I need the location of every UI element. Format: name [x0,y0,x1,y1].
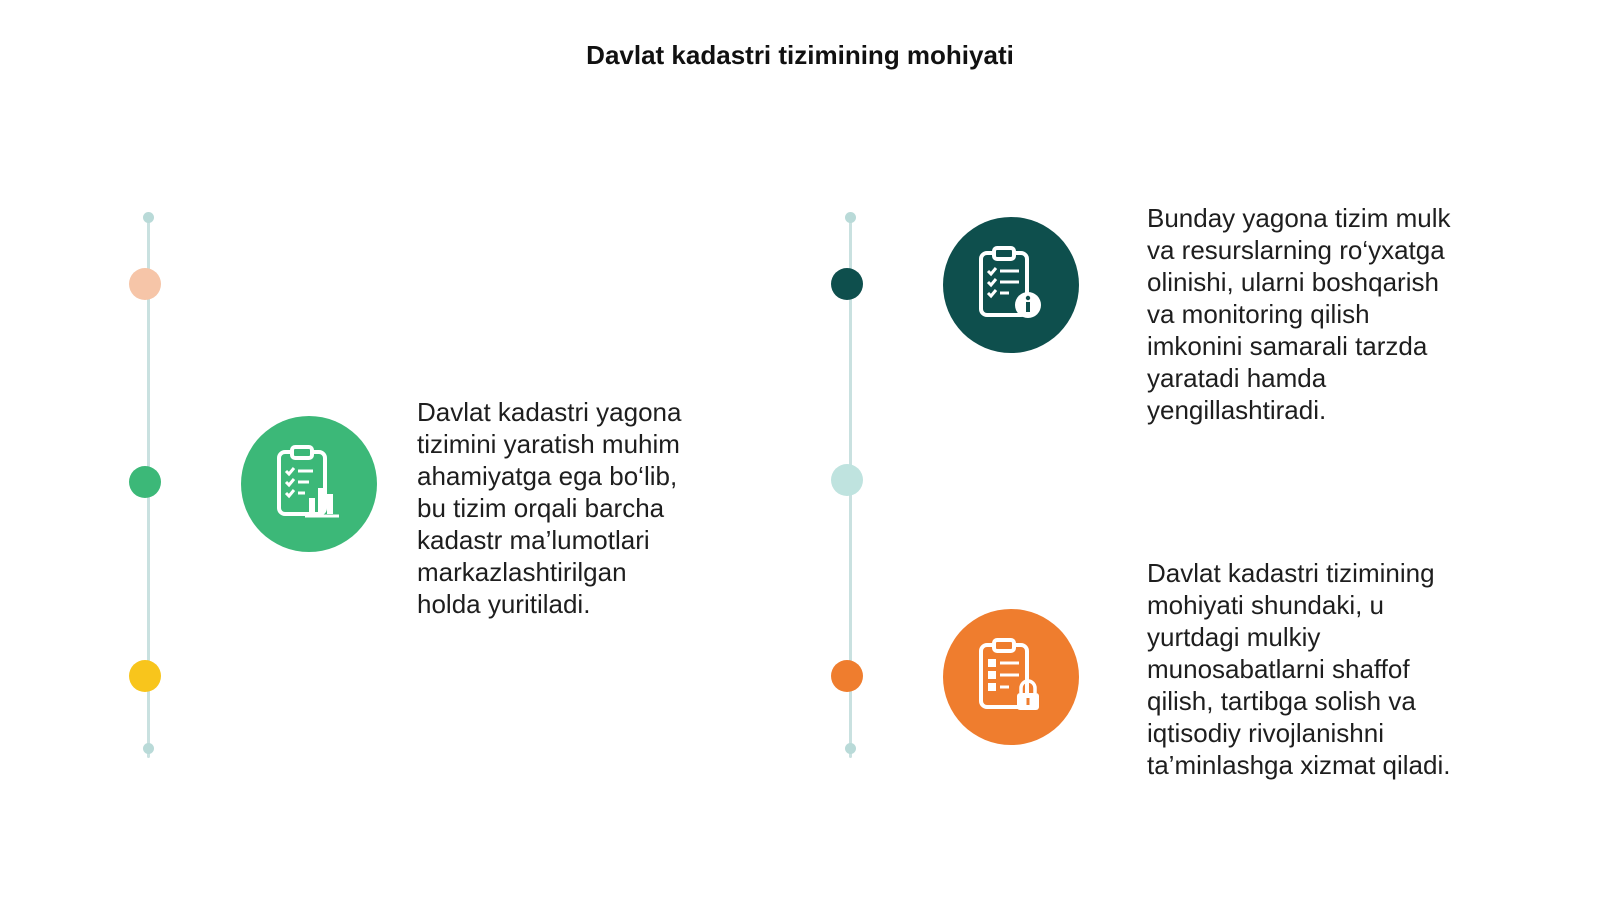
timeline-marker-yellow [129,660,161,692]
timeline-marker-orange [831,660,863,692]
text-block-centralized: Davlat kadastri yagona tizimini yaratish muhim ahamiyatga ega bo‘lib, bu tizim orqali barcha kadastr ma’lumotlari markazlashtirilgan holda yuritiladi. [417,397,682,619]
badge-clipboard-lock [943,609,1079,745]
timeline-marker-peach [129,268,161,300]
timeline-marker-mint [831,464,863,496]
text-block-essence: Davlat kadastri tizimining mohiyati shundaki, u yurtdagi mulkiy munosabatlarni shaffof qilish, tartibga solish va iqtisodiy rivojlanishni ta’minlashga xizmat qiladi. [1147,558,1451,780]
clipboard-lock-icon [975,637,1047,717]
timeline-marker-dark-teal [831,268,863,300]
clipboard-info-icon [975,245,1047,325]
timeline-right [831,210,871,770]
timeline-end-dot-bottom [845,743,856,754]
page-title: Davlat kadastri tizimining mohiyati [586,40,1014,70]
clipboard-chart-icon [273,444,345,524]
badge-clipboard-info [943,217,1079,353]
timeline-end-dot-top [845,212,856,223]
timeline-left [129,210,169,770]
timeline-marker-green [129,466,161,498]
timeline-end-dot-bottom [143,743,154,754]
text-block-unified-system: Bunday yagona tizim mulk va resurslarning ro‘yxatga olinishi, ularni boshqarish va monitoring qilish imkonini samarali tarzda yaratadi hamda yengillashtiradi. [1147,203,1451,425]
timeline-end-dot-top [143,212,154,223]
badge-clipboard-chart [241,416,377,552]
